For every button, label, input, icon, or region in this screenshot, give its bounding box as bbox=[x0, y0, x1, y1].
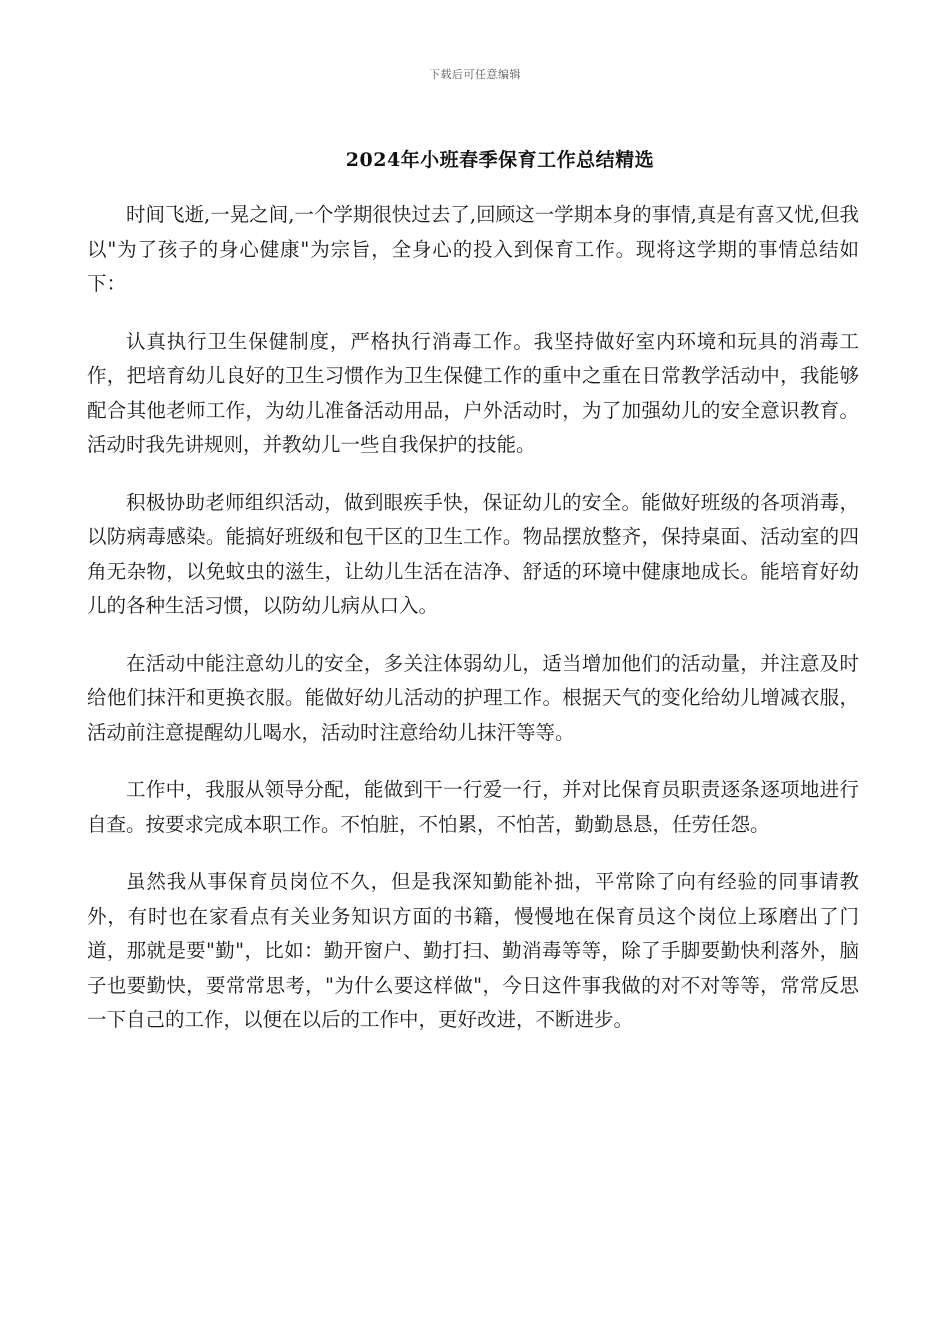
paragraph-intro: 时间飞逝,一晃之间,一个学期很快过去了,回顾这一学期本身的事情,真是有喜又忧,但我以"为了孩子的身心健康"为宗旨，全身心的投入到保育工作。现将这学期的事情总结如下： bbox=[87, 203, 859, 295]
document-title: 2024年小班春季保育工作总结精选 bbox=[345, 149, 655, 171]
paragraph-safety: 在活动中能注意幼儿的安全，多关注体弱幼儿，适当增加他们的活动量，并注意及时给他们抹汗和更换衣服。能做好幼儿活动的护理工作。根据天气的变化给幼儿增减衣服，活动前注意提醒幼儿喝水，活动时注意给幼儿抹汗等等。 bbox=[87, 651, 859, 744]
document-body bbox=[87, 198, 859, 1061]
paragraph-hygiene: 认真执行卫生保健制度，严格执行消毒工作。我坚持做好室内环境和玩具的消毒工作，把培育幼儿良好的卫生习惯作为卫生保健工作的重中之重在日常教学活动中，我能够配合其他老师工作，为幼儿准备活动用品，户外活动时，为了加强幼儿的安全意识教育。活动时我先讲规则，并教幼儿一些自我保护的技能。 bbox=[87, 329, 859, 456]
header-note: 下载后可任意编辑 bbox=[429, 68, 521, 81]
paragraph-assist-teacher: 积极协助老师组织活动，做到眼疾手快，保证幼儿的安全。能做好班级的各项消毒，以防病毒感染。能搞好班级和包干区的卫生工作。物品摆放整齐，保持桌面、活动室的四角无杂物，以免蚊虫的滋生，让幼儿生活在洁净、舒适的环境中健康地成长。能培育好幼儿的各种生活习惯，以防幼儿病从口入。 bbox=[87, 490, 859, 617]
paragraph-diligence: 虽然我从事保育员岗位不久，但是我深知勤能补拙，平常除了向有经验的同事请教外，有时也在家看点有关业务知识方面的书籍，慢慢地在保育员这个岗位上琢磨出了门道，那就是要"勤"，比如：勤开窗户、勤打扫、勤消毒等等，除了手脚要勤快利落外，脑子也要勤快，要常常思考，"为什么要这样做"，今日这件事我做的对不对等等，常常反思一下自己的工作，以便在以后的工作中，更好改进，不断进步。 bbox=[87, 870, 859, 1031]
paragraph-work-attitude: 工作中，我服从领导分配，能做到干一行爱一行，并对比保育员职责逐条逐项地进行自查。按要求完成本职工作。不怕脏，不怕累，不怕苦，勤勤恳恳，任劳任怨。 bbox=[87, 778, 859, 836]
